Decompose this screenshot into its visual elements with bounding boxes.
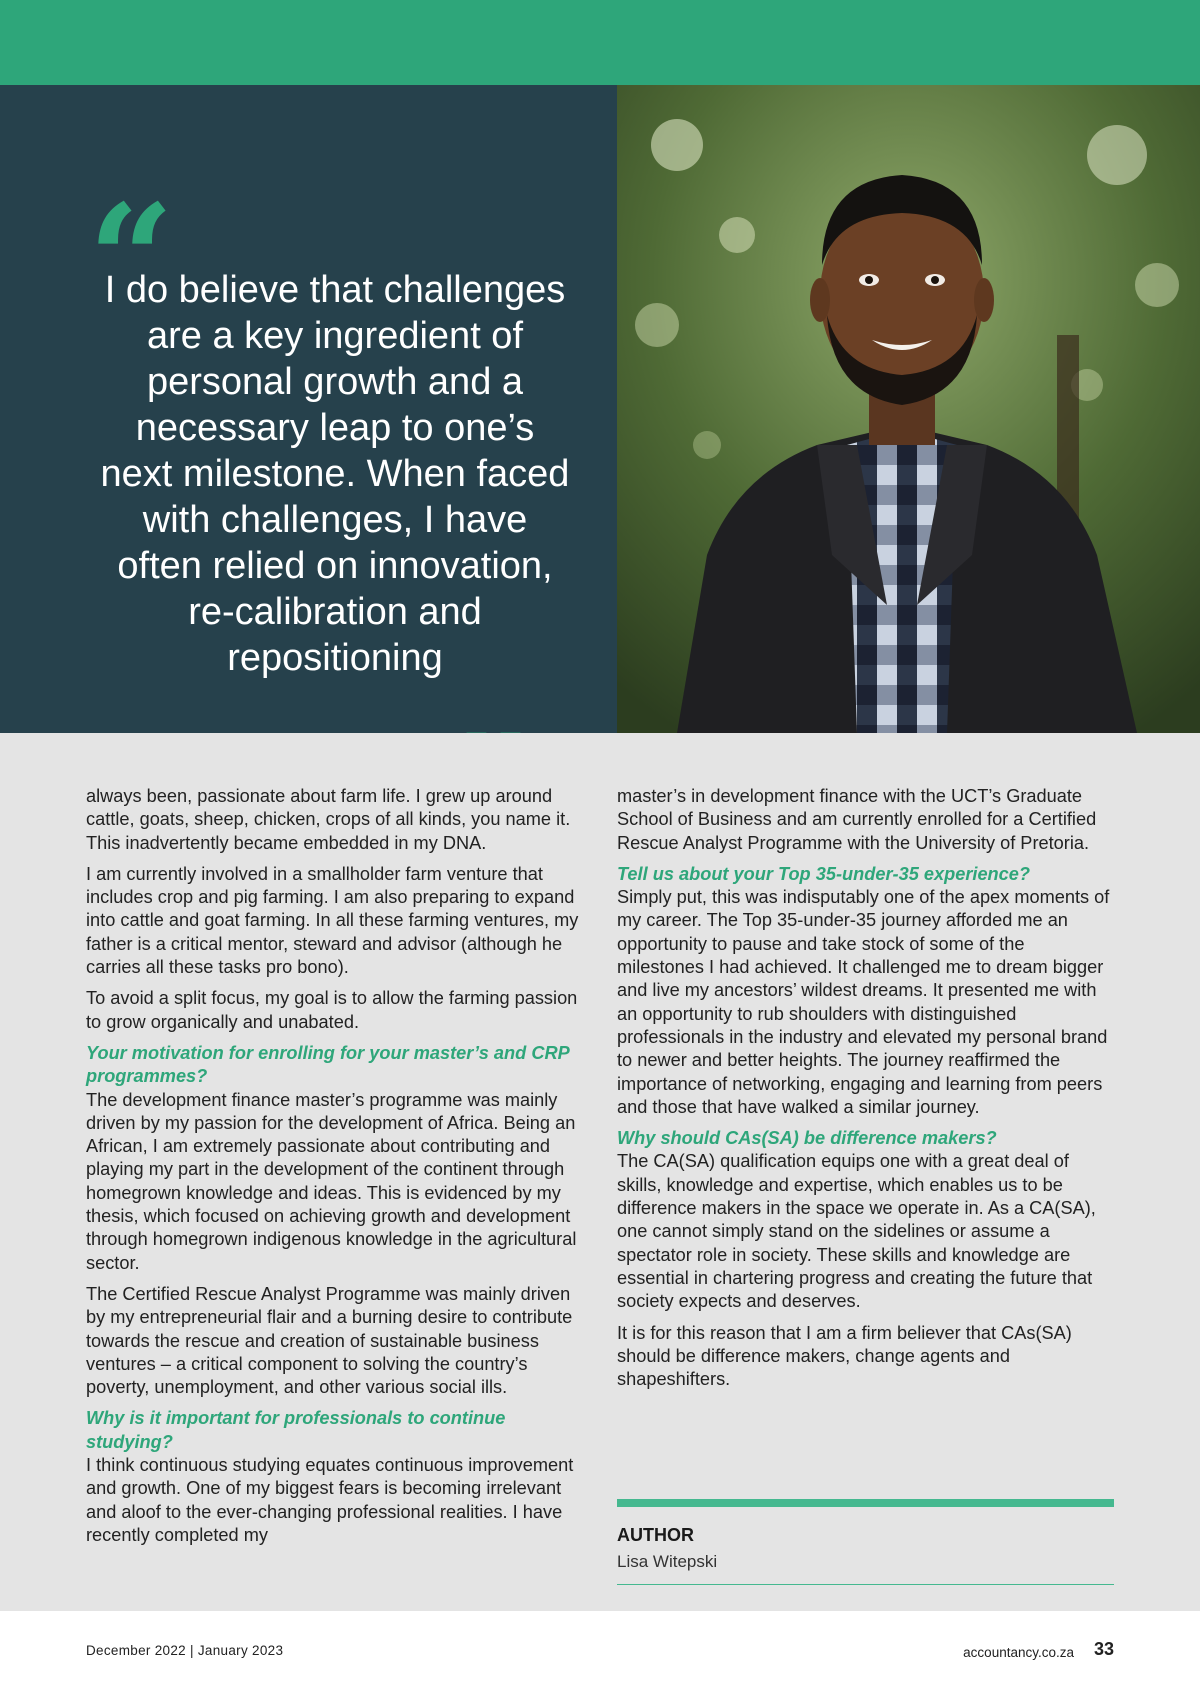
- paragraph: The development finance master’s programme was mainly driven by my passion for the development of Africa. Being an African, I am extremely passionate about contributing and playing my part in the development of the continent through homegrown knowledge and ideas. This is evidenced by my thesis, which focused on achieving growth and development through homegrown indigenous knowledge in the agricultural sector.: [86, 1089, 577, 1273]
- open-quote-icon: “: [88, 172, 175, 348]
- author-block: [617, 1499, 1114, 1585]
- interview-question: Tell us about your Top 35-under-35 experience?: [617, 863, 1031, 884]
- paragraph: I think continuous studying equates continuous improvement and growth. One of my biggest fears is becoming irrelevant and aloof to the ever-changing professional realities. I have recently completed my: [86, 1455, 574, 1545]
- author-divider-bar: [617, 1499, 1114, 1507]
- article-column-left: [86, 785, 584, 1555]
- interview-question: Why is it important for professionals to continue studying?: [86, 1408, 506, 1452]
- pull-quote-text: I do believe that challenges are a key ingredient of personal growth and a necessary leap to one’s next milestone. When faced with challenges, I have often relied on innovation, re-calibration and repositioning: [100, 269, 570, 679]
- author-name: Lisa Witepski: [617, 1552, 718, 1571]
- website-link[interactable]: accountancy.co.za: [963, 1645, 1074, 1660]
- author-underline: [617, 1584, 1114, 1585]
- paragraph: To avoid a split focus, my goal is to allow the farming passion to grow organically and unabated.: [86, 988, 578, 1032]
- paragraph: always been, passionate about farm life. I grew up around cattle, goats, sheep, chicken, crops of all kinds, you name it. This inadvertently became embedded in my DNA.: [86, 786, 571, 853]
- interview-question: Why should CAs(SA) be difference makers?: [617, 1128, 997, 1149]
- portrait-photo: [617, 85, 1200, 733]
- paragraph: master’s in development finance with the UCT’s Graduate School of Business and am currently enrolled for a Certified Rescue Analyst Programme with the University of Pretoria.: [617, 786, 1097, 853]
- issue-date: December 2022 | January 2023: [86, 1643, 284, 1658]
- page-footer: [0, 1611, 1200, 1696]
- paragraph: It is for this reason that I am a firm believer that CAs(SA) should be difference makers, change agents and shapeshifters.: [617, 1322, 1072, 1390]
- interview-question: Your motivation for enrolling for your master’s and CRP programmes?: [86, 1042, 570, 1087]
- paragraph: Simply put, this was indisputably one of the apex moments of my career. The Top 35-under-35 journey afforded me an opportunity to pause and take stock of some of the milestones I had achieved. It challenged me to dream bigger and live my ancestors’ wildest dreams. It presented me with an opportunity to rub shoulders with distinguished professionals in the industry and elevated my personal brand to newer and better heights. The journey reaffirmed the importance of networking, engaging and learning from peers and those that have walked a similar journey.: [617, 887, 1110, 1117]
- pull-quote-panel: [0, 85, 617, 733]
- paragraph: I am currently involved in a smallholder farm venture that includes crop and pig farming. I am also preparing to expand into cattle and goat farming. In all these farming ventures, my father is a critical mentor, steward and advisor (although he carries all these tasks pro bono).: [86, 863, 579, 978]
- author-heading: AUTHOR: [617, 1525, 694, 1545]
- page-number: 33: [1093, 1639, 1114, 1659]
- top-color-band: [0, 0, 1200, 85]
- article-body: [0, 733, 1200, 1611]
- article-column-right: [617, 785, 1115, 1399]
- paragraph: The CA(SA) qualification equips one with a great deal of skills, knowledge and expertise, which enables us to be difference makers in the space we operate in. As a CA(SA), one cannot simply stand on the sidelines or assume a spectator role in society. These skills and knowledge are essential in chartering progress and creating the future that society expects and deserves.: [617, 1151, 1096, 1312]
- paragraph: The Certified Rescue Analyst Programme was mainly driven by my entrepreneurial flair and a burning desire to contribute towards the rescue and creation of sustainable business ventures – a critical component to solving the country’s poverty, unemployment, and other various social ills.: [86, 1283, 573, 1398]
